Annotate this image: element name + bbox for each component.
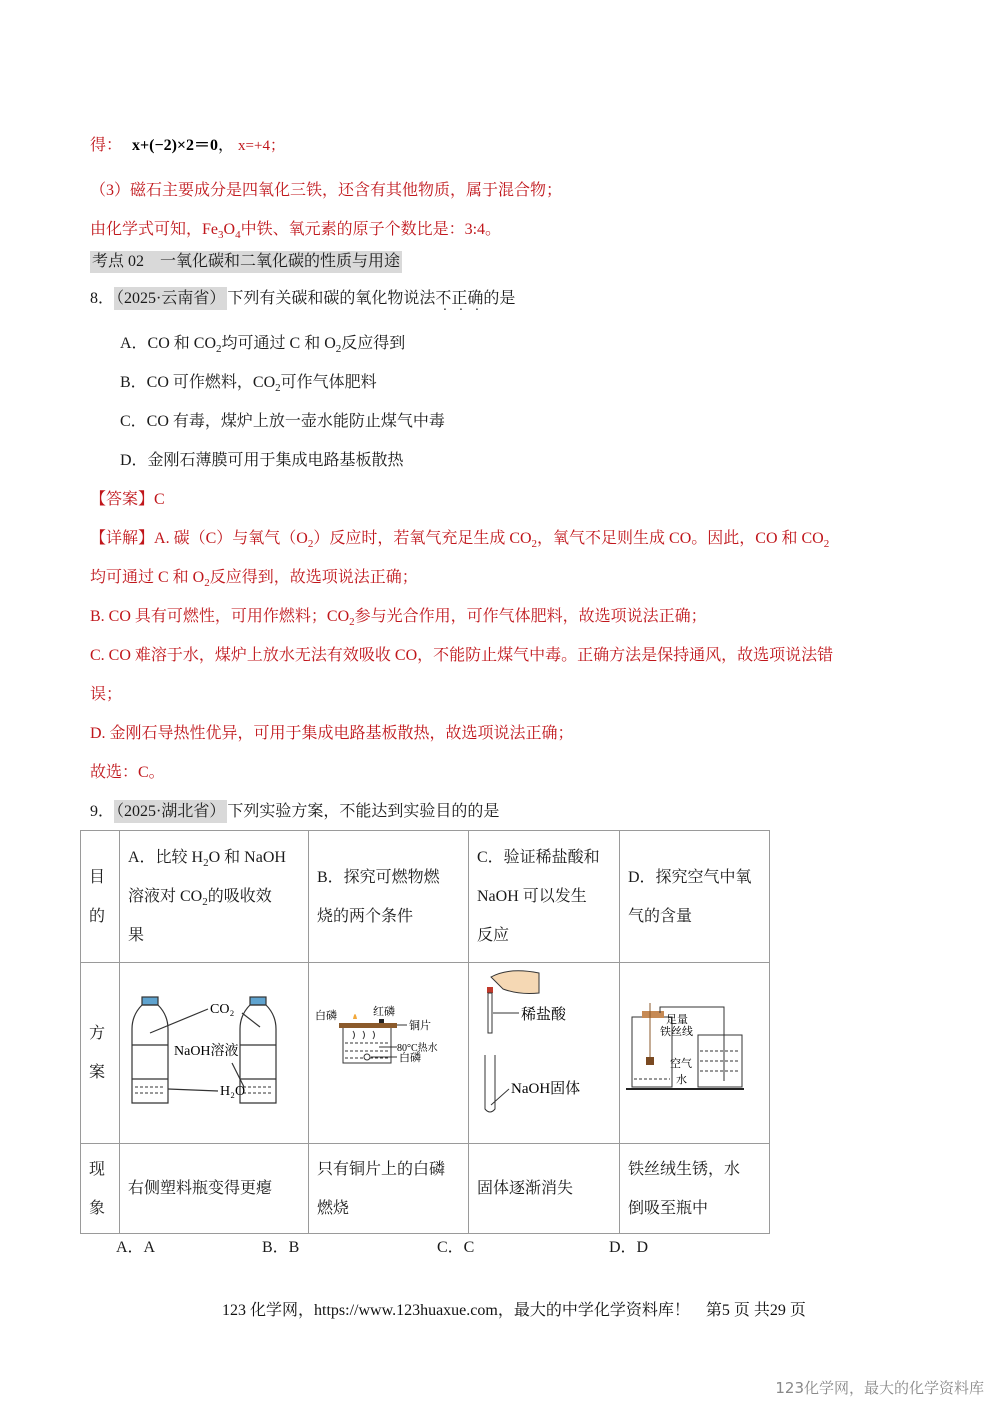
question-8-stem	[90, 288, 515, 310]
page-footer: 123 化学网，https://www.123huaxue.com，最大的中学化学资料库！ 第5 页 共29 页	[222, 1302, 806, 1319]
q9-choice-b: B．B	[262, 1239, 300, 1256]
label-hot-water: 80°C热水	[397, 1043, 438, 1054]
label-iron-wire: 铁丝线	[660, 1026, 693, 1038]
phenomenon-c: 固体逐渐消失	[469, 1144, 620, 1234]
detail-text: 反应得到，故选项说法正确；	[209, 569, 418, 586]
question-number: 8．	[90, 290, 115, 307]
q8-option-b	[120, 372, 377, 394]
option-text: B．CO 可作燃料，CO	[120, 374, 276, 391]
option-text: 反应得到	[341, 335, 406, 352]
label-co2: CO₂	[210, 1002, 235, 1017]
combustion-figure	[309, 963, 468, 1128]
solution-part3: （3）磁石主要成分是四氧化三铁，还含有其他物质，属于混合物；	[90, 182, 563, 199]
subscript: 2	[335, 343, 342, 355]
emphasis-char: 正	[451, 290, 468, 307]
row-purpose	[81, 831, 770, 963]
purpose-b: B．探究可燃物燃 烧的两个条件	[309, 831, 469, 963]
figure-c-cell	[469, 963, 620, 1144]
air-oxygen-figure	[620, 963, 769, 1128]
label-naoh-solid: NaOH固体	[511, 1081, 581, 1097]
subscript: 2	[275, 382, 281, 394]
row-plan	[81, 963, 770, 1144]
row-header: 方 案	[81, 963, 120, 1144]
label-dilute-hcl: 稀盐酸	[521, 1007, 567, 1023]
q8-detail-d: D. 金刚石导热性优异，可用于集成电路基板散热，故选项说法正确；	[90, 725, 574, 742]
label-naoh-solution: NaOH溶液	[174, 1044, 239, 1059]
emphasis-char: 确	[467, 290, 484, 307]
eq-sep: ，	[218, 137, 235, 154]
eq-prefix: 得：	[90, 137, 123, 154]
phenomenon-b: 只有铜片上的白磷 燃烧	[309, 1144, 469, 1234]
q9-choice-d: D．D	[609, 1239, 649, 1256]
row-header: 现 象	[81, 1144, 120, 1234]
subscript: 2	[216, 343, 222, 355]
label-red-phosphorus: 红磷	[373, 1006, 395, 1018]
label-white-phosphorus-2: 白磷	[399, 1052, 421, 1064]
detail-text: B. CO 具有可燃性，可用作燃料；CO	[90, 608, 350, 625]
question-stem: 下列实验方案，不能达到实验目的的是	[227, 803, 500, 820]
detail-text: ）反应时，若氧气充足生成 CO	[313, 530, 532, 547]
ratio-sub: 3	[218, 229, 224, 241]
label-water: 水	[676, 1074, 687, 1086]
subscript: 2	[531, 538, 538, 550]
q8-detail-b	[90, 606, 707, 628]
purpose-a: A．比较 $H_2O$ 和 NaOH 溶液对 $CO_2$的吸收效 果	[120, 831, 309, 963]
subscript: 2	[204, 577, 210, 589]
equation: x+(−2)×2＝0	[132, 137, 219, 154]
dropper-figure	[469, 963, 619, 1128]
ratio-text-pre: 由化学式可知，Fe	[90, 221, 219, 238]
figure-d-cell	[620, 963, 770, 1144]
option-text: 均可通过 C 和 O	[221, 335, 336, 352]
question-source: （2025·云南省）	[114, 287, 227, 310]
phenomenon-d: 铁丝绒生锈，水 倒吸至瓶中	[620, 1144, 770, 1234]
solution-equation-line	[90, 135, 285, 157]
q8-option-d: D．金刚石薄膜可用于集成电路基板散热	[120, 452, 404, 469]
row-phenomenon	[81, 1144, 770, 1234]
experiment-table	[80, 830, 770, 1234]
label-copper-sheet: 铜片	[409, 1020, 431, 1032]
emphasis-char: 不	[435, 290, 452, 307]
question-stem-end: 的是	[483, 290, 516, 307]
figure-b-cell	[309, 963, 469, 1144]
option-text: A．CO 和 CO	[120, 335, 217, 352]
label-sufficient: 足量	[666, 1014, 688, 1026]
detail-text: A. 碳（C）与氧气（O	[154, 530, 308, 547]
ratio-sub: 4	[235, 229, 241, 241]
question-source: （2025·湖北省）	[114, 800, 227, 823]
label-air: 空气	[670, 1058, 692, 1070]
section-heading: 考点 02 一氧化碳和二氧化碳的性质与用途	[90, 251, 402, 273]
detail-text: 均可通过 C 和 O	[90, 569, 205, 586]
option-text: 可作气体肥料	[280, 374, 377, 391]
purpose-d: D．探究空气中氧 气的含量	[620, 831, 770, 963]
detail-label: 【详解】	[90, 530, 155, 547]
answer-value: C	[154, 491, 165, 508]
row-header: 目 的	[81, 831, 120, 963]
answer-label: 【答案】	[90, 491, 155, 508]
label-white-phosphorus: 白磷	[315, 1010, 337, 1022]
q8-conclusion: 故选：C。	[90, 764, 165, 781]
q8-detail-c2: 误；	[90, 686, 123, 703]
q9-choice-c: C．C	[437, 1239, 475, 1256]
q8-option-a	[120, 333, 405, 355]
solution-ratio	[90, 219, 501, 241]
q8-option-c: C．CO 有毒，煤炉上放一壶水能防止煤气中毒	[120, 413, 445, 430]
question-stem: 下列有关碳和碳的氧化物说法	[227, 290, 436, 307]
watermark: 123化学网，最大的化学资料库	[775, 1379, 984, 1397]
purpose-c: C．验证稀盐酸和 NaOH 可以发生 反应	[469, 831, 620, 963]
question-9-stem	[90, 801, 499, 823]
ratio-text-mid: O	[223, 221, 236, 238]
q8-detail-a2	[90, 567, 418, 589]
figure-a-cell	[120, 963, 309, 1144]
question-number: 9．	[90, 803, 115, 820]
q8-answer	[90, 489, 165, 511]
q8-detail-c1: C. CO 难溶于水，煤炉上放水无法有效吸收 CO，不能防止煤气中毒。正确方法是保持通风，故选项说法错	[90, 647, 834, 664]
q9-choice-a: A．A	[116, 1239, 156, 1256]
detail-text: ，氧气不足则生成 CO。因此，CO 和 CO	[537, 530, 824, 547]
subscript: 2	[823, 538, 830, 550]
ratio-text-post: 中铁、氧元素的原子个数比是：3:4。	[240, 221, 502, 238]
subscript: 2	[349, 616, 355, 628]
phenomenon-a: 右侧塑料瓶变得更瘪	[120, 1144, 309, 1234]
q8-detail-a1	[90, 528, 829, 550]
bottles-figure	[120, 963, 308, 1128]
detail-text: 参与光合作用，可作气体肥料，故选项说法正确；	[354, 608, 707, 625]
eq-result: x=+4；	[238, 138, 285, 154]
label-h2o: H₂O	[220, 1084, 246, 1099]
subscript: 2	[307, 538, 314, 550]
